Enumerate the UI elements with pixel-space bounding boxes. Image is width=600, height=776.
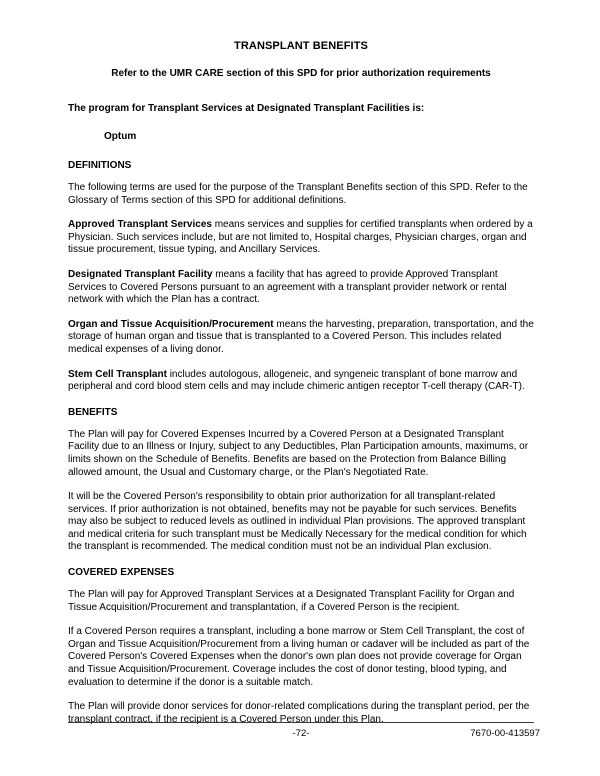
footer-divider: [68, 722, 534, 723]
definition-term: Stem Cell Transplant: [68, 368, 167, 380]
definition-entry: [68, 319, 534, 357]
footer-row: [68, 728, 540, 744]
covered-expenses-paragraph: If a Covered Person requires a transplant, including a bone marrow or Stem Cell Transplant, the cost of Organ and Tissue Acquisition/Procurement from a living human or cadaver will be included as part of the Covered Person's Covered Expenses when the donor's own plan does not provide coverage for Organ and Tissue Acquisition/Procurement. Coverage includes the cost of donor testing, blood typing, and evaluation to determine if the donor is a suitable match.: [68, 626, 530, 688]
definition-term: Approved Transplant Services: [68, 219, 212, 231]
page-subtitle: Refer to the UMR CARE section of this SPD for prior authorization requirements: [111, 68, 491, 79]
definition-text: means the harvesting, preparation, transportation, and the storage of human organ and tissue that is transplanted to a Covered Person. This includes related medical expenses of a living donor.: [68, 318, 534, 355]
page-content: [68, 40, 534, 726]
footer-document-id: 7670-00-413597: [470, 728, 540, 739]
benefits-paragraph: The Plan will pay for Covered Expenses Incurred by a Covered Person at a Designated Transplant Facility due to an Illness or Injury, subject to any Deductibles, Plan Participation amounts, maximums, or limits shown on the Schedule of Benefits. Benefits are based on the Protection from Balance Billing allowed amount, the Usual and Customary charge, or the Plan's Negotiated Rate.: [68, 428, 529, 478]
definition-entry: [68, 269, 534, 307]
section-heading-benefits: BENEFITS: [68, 406, 118, 418]
definition-text: means a facility that has agreed to provide Approved Transplant Services to Covered Persons pursuant to an agreement with a transplant provider network or rental network with which the Plan has a contract.: [68, 268, 507, 306]
covered-expenses-paragraph: The Plan will provide donor services for donor-related complications during the transplant period, per the transplant contract, if the recipient is a Covered Person under this Plan.: [68, 701, 530, 725]
page-title: TRANSPLANT BENEFITS: [234, 40, 368, 52]
footer-page-number: -72-: [292, 728, 310, 739]
covered-expenses-paragraph: The Plan will pay for Approved Transplant Services at a Designated Transplant Facility for Organ and Tissue Acquisition/Procurement and transplantation, if a Covered Person is the recipient.: [68, 589, 515, 613]
definition-term: Organ and Tissue Acquisition/Procurement: [68, 318, 274, 330]
definition-text: includes autologous, allogeneic, and syngeneic transplant of bone marrow and peripheral and cord blood stem cells and may include chimeric antigen receptor T-cell therapy (CAR-T).: [68, 368, 525, 393]
program-vendor-name: Optum: [104, 131, 137, 142]
definition-term: Designated Transplant Facility: [68, 268, 213, 280]
definition-entry: [68, 369, 534, 394]
page-footer: [68, 722, 540, 744]
definition-entry: [68, 219, 534, 257]
definition-text: means services and supplies for certified transplants when ordered by a Physician. Such services include, but are not limited to, Hospital charges, Physician charges, organ and tissue procurement, tissue typing, and Ancillary Services.: [68, 219, 533, 256]
program-intro-line: The program for Transplant Services at Designated Transplant Facilities is:: [68, 103, 425, 114]
benefits-paragraph: It will be the Covered Person's responsibility to obtain prior authorization for all transplant-related services. If prior authorization is not obtained, benefits may not be payable for such services. Benefits may also be subject to reduced levels as outlined in individual Plan provisions. The approved transplant and medical criteria for such transplant must be Medically Necessary for the medical condition for which the transplant is recommended. The medical condition must not be an individual Plan exclusion.: [68, 491, 527, 553]
section-heading-covered-expenses: COVERED EXPENSES: [68, 567, 175, 579]
definitions-intro-paragraph: The following terms are used for the purpose of the Transplant Benefits section of this SPD. Refer to the Glossary of Terms section of this SPD for additional definitions.: [68, 182, 528, 206]
section-heading-definitions: DEFINITIONS: [68, 160, 132, 171]
